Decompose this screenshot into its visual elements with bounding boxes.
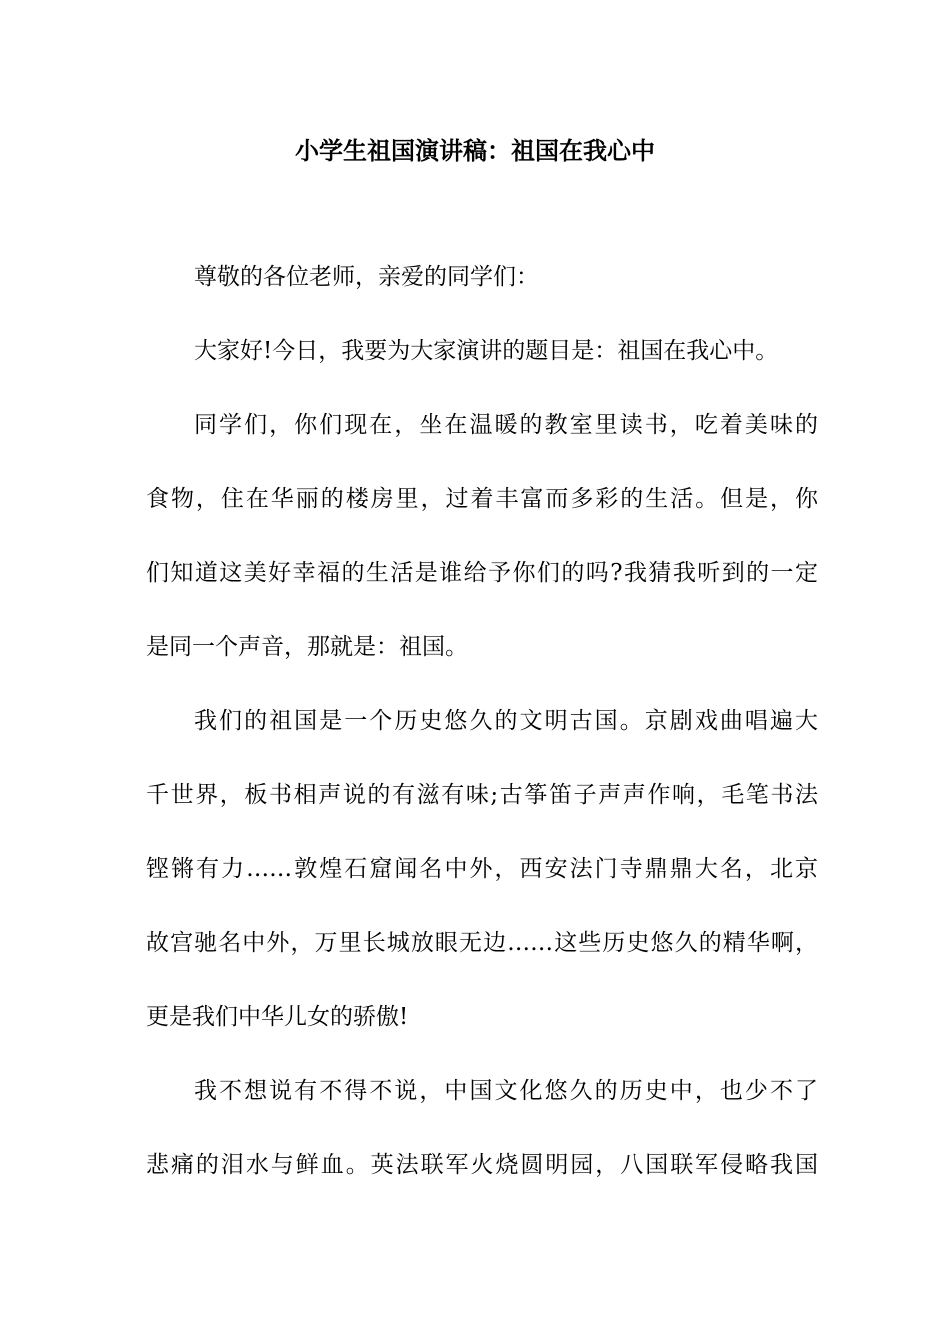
greeting-line: 大家好!今日，我要为大家演讲的题目是：祖国在我心中。 (194, 338, 779, 364)
body-text-line: 悲痛的泪水与鲜血。英法联军火烧圆明园，八国联军侵略我国 (146, 1152, 818, 1178)
document-title: 小学生祖国演讲稿：祖国在我心中 (295, 137, 655, 165)
body-text-line: 更是我们中华儿女的骄傲! (146, 1004, 409, 1030)
body-text-line: 食物，住在华丽的楼房里，过着丰富而多彩的生活。但是，你 (146, 486, 818, 512)
body-text-line: 我不想说有不得不说，中国文化悠久的历史中，也少不了 (194, 1078, 818, 1104)
body-text-line: 我们的祖国是一个历史悠久的文明古国。京剧戏曲唱遍大 (194, 708, 818, 734)
body-text-line: 故宫驰名中外，万里长城放眼无边……这些历史悠久的精华啊， (146, 930, 818, 956)
body-text-line: 同学们，你们现在，坐在温暖的教室里读书，吃着美味的 (194, 412, 818, 438)
body-text-line: 是同一个声音，那就是：祖国。 (146, 634, 468, 660)
salutation-line: 尊敬的各位老师，亲爱的同学们： (194, 264, 539, 290)
body-text-line: 铿锵有力……敦煌石窟闻名中外，西安法门寺鼎鼎大名，北京 (146, 856, 818, 882)
body-text-line: 千世界，板书相声说的有滋有味;古筝笛子声声作响，毛笔书法 (146, 782, 818, 808)
body-text-line: 们知道这美好幸福的生活是谁给予你们的吗?我猜我听到的一定 (146, 560, 818, 586)
